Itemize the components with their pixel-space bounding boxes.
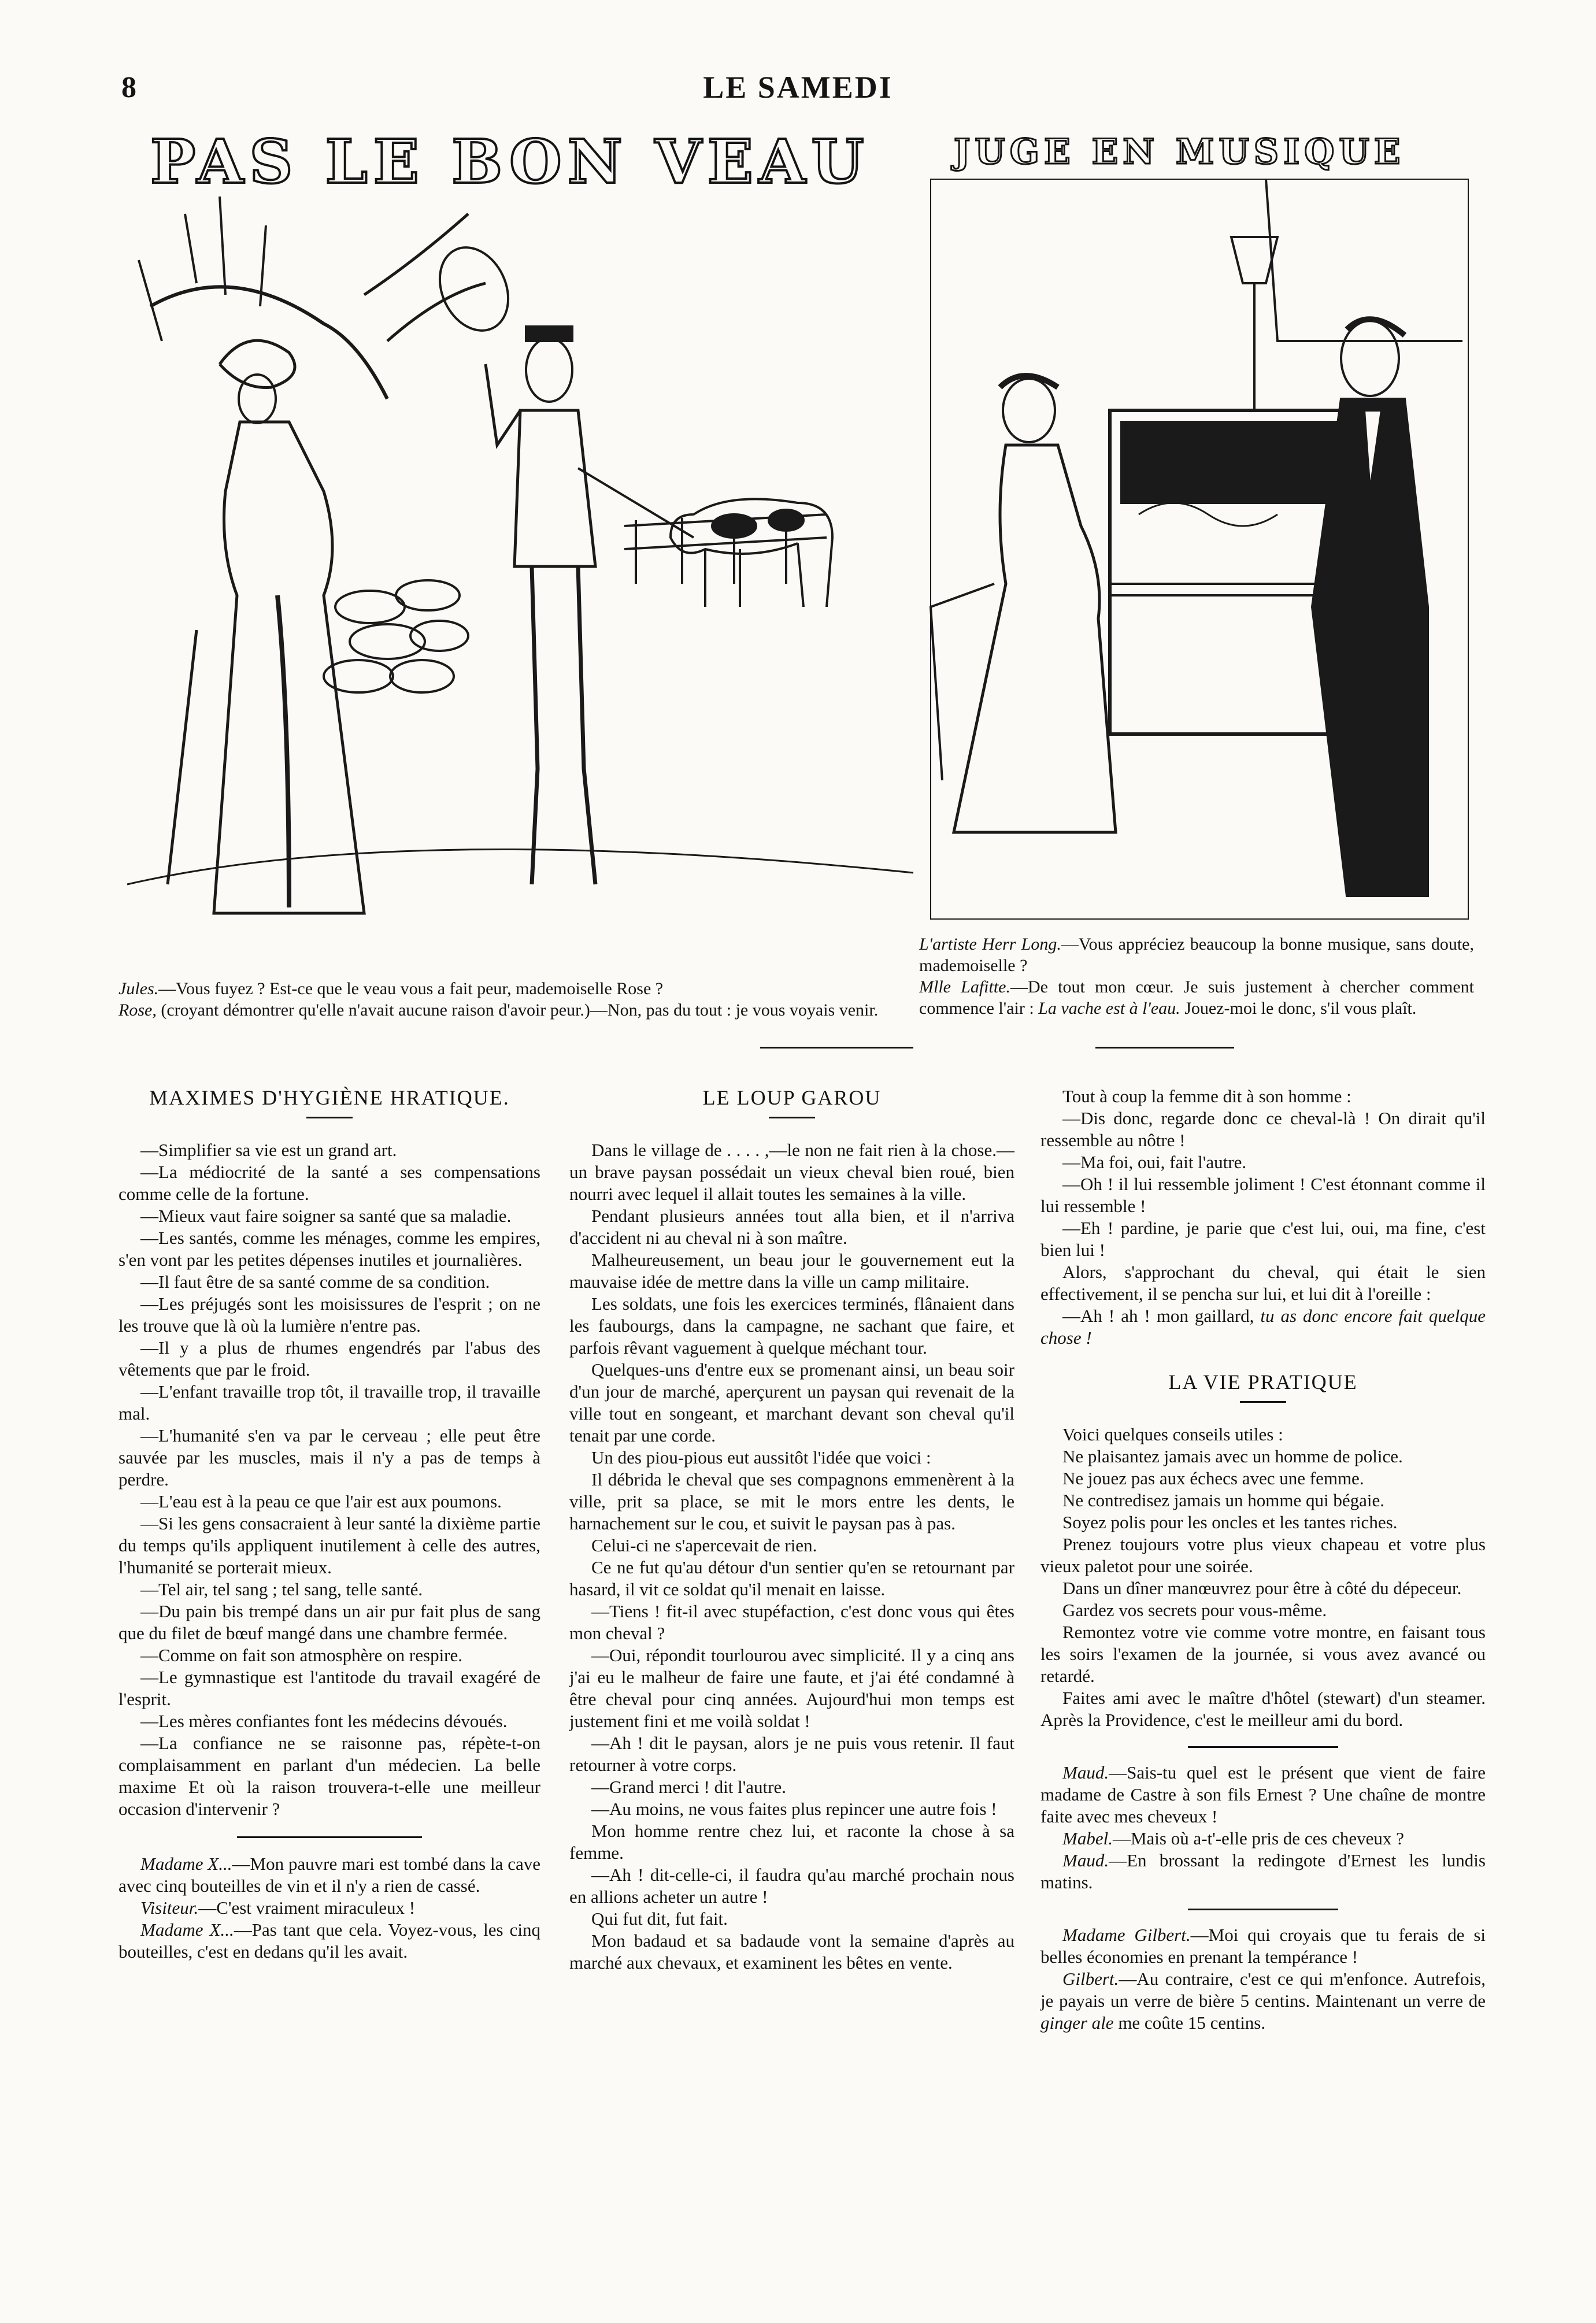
cartoon-caption-right xyxy=(919,933,1474,1019)
section-heading: LA VIE PRATIQUE xyxy=(1168,1370,1358,1394)
story-paragraph: —Eh ! pardine, je parie que c'est lui, oui, ma fine, c'est bien lui ! xyxy=(1040,1218,1486,1260)
page-number: 8 xyxy=(121,71,136,104)
speaker-name: Visiteur. xyxy=(140,1898,199,1918)
cartoon-illustration-right xyxy=(908,168,1486,942)
dialogue-text: —Pas tant que cela. Voyez-vous, les cinq bouteilles, c'est en dedans qu'il les avait. xyxy=(119,1920,541,1962)
cartoon-illustration-left xyxy=(116,191,919,959)
story-paragraph: Ce ne fut qu'au détour d'un sentier qu'en se retournant par hasard, il vit ce soldat qu'il menait en laisse. xyxy=(569,1557,1014,1599)
tip-item: Gardez vos secrets pour vous-même. xyxy=(1062,1600,1327,1620)
story-text xyxy=(569,1139,1014,1974)
tip-item: Prenez toujours votre plus vieux chapeau et votre plus vieux paletot pour une soirée. xyxy=(1040,1534,1486,1576)
dialogue-text: —Sais-tu quel est le présent que vient de faire madame de Castre à son fils Ernest ? Une chaîne de montre faite avec mes cheveux ! xyxy=(1040,1762,1486,1826)
cartoon-title-left: PAS LE BON VEAU xyxy=(150,126,870,197)
maximes-list xyxy=(119,1139,540,1820)
story-paragraph: —Ma foi, oui, fait l'autre. xyxy=(1062,1152,1247,1172)
section-divider xyxy=(237,1836,422,1838)
story-continuation xyxy=(1040,1085,1486,1305)
tip-item: Soyez polis pour les oncles et les tantes riches. xyxy=(1062,1512,1398,1532)
dialogue-line xyxy=(1040,1850,1486,1894)
maxime-item: —Les santés, comme les ménages, comme les empires, s'en vont par les petites dépenses inutiles et journalières. xyxy=(119,1228,540,1270)
story-paragraph: Les soldats, une fois les exercices terminés, flânaient dans les faubourgs, dans la campagne, ne sachant que faire, et parfois rêvant vaguement à quelque méchant tour. xyxy=(569,1294,1014,1358)
heading-rule xyxy=(306,1117,353,1118)
maxime-item: —Les mères confiantes font les médecins dévoués. xyxy=(140,1711,508,1731)
heading-rule xyxy=(1240,1401,1286,1403)
dialogue-text: —Moi qui croyais que tu ferais de si belles économies en prenant la tempérance ! xyxy=(1040,1925,1486,1967)
maxime-item: —Comme on fait son atmosphère on respire. xyxy=(140,1645,463,1665)
dialogue-gilbert xyxy=(1040,1924,1486,2034)
story-paragraph: —Oh ! il lui ressemble joliment ! C'est étonnant comme il lui ressemble ! xyxy=(1040,1174,1486,1216)
maxime-item: —Simplifier sa vie est un grand art. xyxy=(140,1140,397,1160)
anecdote-dialogue xyxy=(119,1853,540,1963)
speaker-name: Maud. xyxy=(1062,1762,1109,1783)
story-paragraph: Mon badaud et sa badaude vont la semaine d'après au marché aux chevaux, et examinent les bêtes en vente. xyxy=(569,1931,1014,1973)
story-ending xyxy=(1040,1305,1486,1349)
dialogue-line xyxy=(119,1853,540,1897)
speaker-name: Madame X... xyxy=(140,1854,232,1874)
maxime-item: —Le gymnastique est l'antitode du travail exagéré de l'esprit. xyxy=(119,1667,540,1709)
story-paragraph: Qui fut dit, fut fait. xyxy=(591,1909,728,1929)
story-paragraph: Quelques-uns d'entre eux se promenant ainsi, un beau soir d'un jour de marché, aperçurent un paysan qui revenait de la ville tout en songeant, et marchant devant son cheval qu'il tenait par une corde. xyxy=(569,1359,1014,1446)
maxime-item: —Les préjugés sont les moisissures de l'esprit ; on ne les trouve que là où la lumière n'entre pas. xyxy=(119,1294,540,1336)
story-paragraph: Un des piou-pious eut aussitôt l'idée que voici : xyxy=(591,1447,931,1468)
dialogue-line xyxy=(1040,1828,1486,1850)
dialogue-line xyxy=(119,1919,540,1963)
caption-speaker: Rose, xyxy=(119,1001,157,1020)
story-paragraph: Alors, s'approchant du cheval, qui était le sien effectivement, il se pencha sur lui, et lui dit à l'oreille : xyxy=(1040,1262,1486,1304)
caption-text: (croyant démontrer qu'elle n'avait aucune raison d'avoir peur.)—Non, pas du tout : je vous voyais venir. xyxy=(156,1001,879,1020)
caption-divider xyxy=(1095,1047,1234,1049)
column-loup-garou xyxy=(569,1087,1014,1974)
tip-item: Remontez votre vie comme votre montre, en faisant tous les soirs l'examen de la journée, si vous avez avancé ou retardé. xyxy=(1040,1622,1486,1686)
cartoon-caption-left xyxy=(119,978,922,1021)
section-divider xyxy=(1188,1909,1338,1910)
maxime-item: —L'enfant travaille trop tôt, il travaille trop, il travaille mal. xyxy=(119,1381,540,1424)
story-paragraph: Dans le village de . . . . ,—le non ne fait rien à la chose.—un brave paysan possédait un vieux cheval bien roué, bien nourri avec lequel il allait toutes les semaines à la ville. xyxy=(569,1140,1014,1204)
dialogue-maud-mabel xyxy=(1040,1762,1486,1894)
story-paragraph: —Ah ! dit-celle-ci, il faudra qu'au marché prochain nous en allions acheter un autre ! xyxy=(569,1865,1014,1907)
caption-text: Jouez-moi le donc, s'il vous plaît. xyxy=(1180,999,1417,1018)
speaker-name: Mabel. xyxy=(1062,1828,1113,1848)
maxime-item: —Il y a plus de rhumes engendrés par l'abus des vêtements que par le froid. xyxy=(119,1338,540,1380)
maxime-item: —Si les gens consacraient à leur santé la dixième partie du temps qu'ils appliquent inutilement à celle des autres, l'humanité se porterait mieux. xyxy=(119,1513,540,1577)
dialogue-text: —C'est vraiment miraculeux ! xyxy=(198,1898,416,1918)
dialogue-italic: ginger ale xyxy=(1040,2013,1114,2033)
story-paragraph: Mon homme rentre chez lui, et raconte la chose à sa femme. xyxy=(569,1821,1014,1863)
speaker-name: Madame Gilbert. xyxy=(1062,1925,1191,1945)
story-paragraph: —Ah ! dit le paysan, alors je ne puis vous retenir. Il faut retourner à votre corps. xyxy=(569,1733,1014,1775)
maxime-item: —L'eau est à la peau ce que l'air est aux poumons. xyxy=(140,1491,502,1511)
tip-item: Ne plaisantez jamais avec un homme de police. xyxy=(1062,1446,1403,1466)
dialogue-text: —Mon pauvre mari est tombé dans la cave avec cinq bouteilles de vin et il n'y a rien de cassé. xyxy=(119,1854,541,1896)
tip-item: Faites ami avec le maître d'hôtel (stewart) d'un steamer. Après la Providence, c'est le meilleur ami du bord. xyxy=(1040,1688,1486,1730)
tip-item: Ne contredisez jamais un homme qui bégaie. xyxy=(1062,1490,1384,1510)
tip-item: Ne jouez pas aux échecs avec une femme. xyxy=(1062,1468,1364,1488)
story-paragraph: Tout à coup la femme dit à son homme : xyxy=(1062,1086,1351,1106)
story-paragraph: Celui-ci ne s'apercevait de rien. xyxy=(591,1535,817,1555)
speaker-name: Maud. xyxy=(1062,1850,1109,1870)
caption-divider xyxy=(760,1047,913,1049)
dialogue-line xyxy=(1040,1762,1486,1828)
cartoon-title-right: JUGE EN MUSIQUE xyxy=(954,132,1405,172)
speaker-name: Gilbert. xyxy=(1062,1969,1119,1989)
story-paragraph: —Grand merci ! dit l'autre. xyxy=(591,1777,786,1797)
maxime-item: —Tel air, tel sang ; tel sang, telle santé. xyxy=(140,1579,423,1599)
dialogue-text: me coûte 15 centins. xyxy=(1113,2013,1266,2033)
dialogue-text: —En brossant la redingote d'Ernest les lundis matins. xyxy=(1040,1850,1486,1892)
caption-text: —De tout mon cœur. Je suis justement à chercher comment commence l'air : xyxy=(919,977,1474,1018)
column-vie-pratique xyxy=(1040,1085,1486,2034)
story-paragraph: Malheureusement, un beau jour le gouvernement eut la mauvaise idée de mettre dans la ville un camp militaire. xyxy=(569,1250,1014,1292)
maxime-item: —La médiocrité de la santé a ses compensations comme celle de la fortune. xyxy=(119,1162,540,1204)
story-paragraph: —Tiens ! fit-il avec stupéfaction, c'est donc vous qui êtes mon cheval ? xyxy=(569,1601,1014,1643)
dialogue-text: —Au contraire, c'est ce qui m'enfonce. Autrefois, je payais un verre de bière 5 centins. Maintenant un verre de xyxy=(1040,1969,1486,2011)
story-paragraph: Pendant plusieurs années tout alla bien, et il n'arriva d'accident ni au cheval ni à son maître. xyxy=(569,1206,1014,1248)
maxime-item: —Du pain bis trempé dans un air pur fait plus de sang que du filet de bœuf mangé dans une chambre fermée. xyxy=(119,1601,540,1643)
tip-item: Voici quelques conseils utiles : xyxy=(1062,1424,1283,1444)
section-heading: MAXIMES D'HYGIÈNE HRATIQUE. xyxy=(149,1086,510,1109)
story-paragraph: —Dis donc, regarde donc ce cheval-là ! On dirait qu'il ressemble au nôtre ! xyxy=(1040,1108,1486,1150)
story-paragraph: —Au moins, ne vous faites plus repincer une autre fois ! xyxy=(591,1799,997,1819)
maxime-item: —Mieux vaut faire soigner sa santé que sa maladie. xyxy=(140,1206,512,1226)
speaker-name: Madame X... xyxy=(140,1920,234,1940)
maxime-item: —L'humanité s'en va par le cerveau ; elle peut être sauvée par les muscles, mais il n'y a pas de temps à perdre. xyxy=(119,1425,540,1490)
dialogue-text: —Mais où a-t'-elle pris de ces cheveux ? xyxy=(1112,1828,1404,1848)
column-maximes xyxy=(119,1087,540,1963)
caption-text: —Vous fuyez ? Est-ce que le veau vous a fait peur, mademoiselle Rose ? xyxy=(158,979,664,998)
story-ending-italic: tu as donc encore fait quelque chose ! xyxy=(1040,1306,1486,1348)
publication-masthead: LE SAMEDI xyxy=(703,70,893,105)
caption-italic: La vache est à l'eau. xyxy=(1038,999,1180,1018)
dialogue-line xyxy=(119,1897,540,1919)
section-divider xyxy=(1188,1746,1338,1748)
maxime-item: —Il faut être de sa santé comme de sa condition. xyxy=(140,1272,490,1292)
story-ending-text: —Ah ! ah ! mon gaillard, xyxy=(1062,1306,1261,1326)
section-heading: LE LOUP GAROU xyxy=(702,1086,882,1109)
caption-speaker: Jules. xyxy=(119,979,159,998)
tip-item: Dans un dîner manœuvrez pour être à côté du dépeceur. xyxy=(1062,1578,1462,1598)
maxime-item: —La confiance ne se raisonne pas, répète-t-on complaisamment en parlant d'un médecien. La belle maxime Et où la raison trouvera-t-elle une meilleur occasion d'intervenir ? xyxy=(119,1733,540,1819)
heading-rule xyxy=(769,1117,815,1118)
caption-text: —Vous appréciez beaucoup la bonne musique, sans doute, mademoiselle ? xyxy=(919,935,1474,975)
tips-list xyxy=(1040,1424,1486,1731)
caption-speaker: L'artiste Herr Long. xyxy=(919,935,1061,954)
caption-speaker: Mlle Lafitte. xyxy=(919,977,1010,996)
story-paragraph: Il débrida le cheval que ses compagnons emmenèrent à la ville, prit sa place, se mit le mors entre les dents, le harnachement sur le cou, et suivit le paysan pas à pas. xyxy=(569,1469,1014,1533)
story-paragraph: —Oui, répondit tourlourou avec simplicité. Il y a cinq ans j'ai eu le malheur de faire une faute, et j'ai été condamné à être cheval pour cinq années. Aujourd'hui mon temps est justement fini et me voilà soldat ! xyxy=(569,1645,1014,1731)
